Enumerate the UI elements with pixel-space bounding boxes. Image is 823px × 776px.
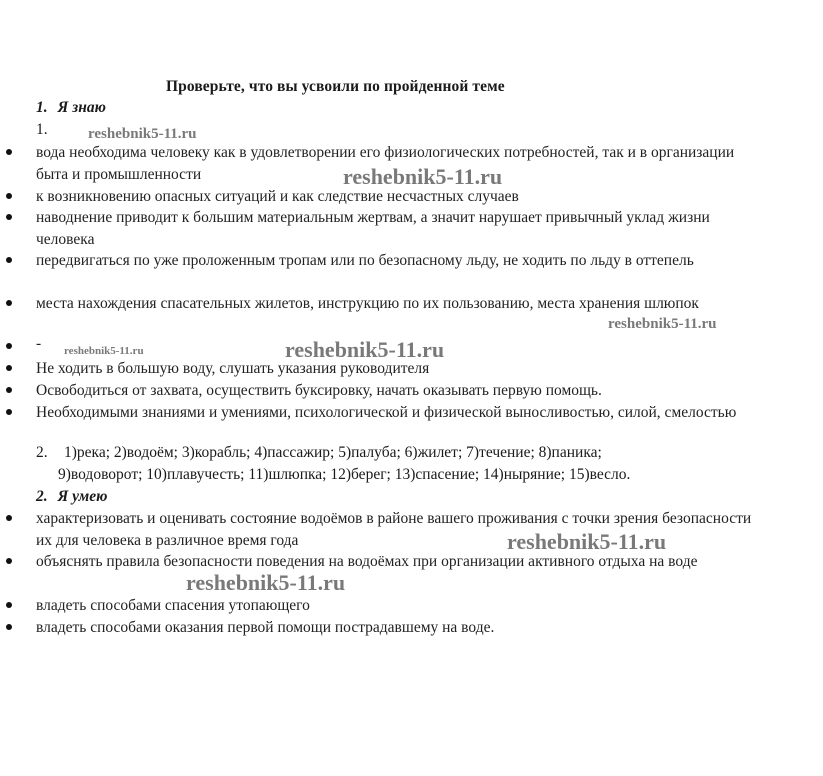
- bullet-icon: [6, 602, 12, 608]
- bullet-icon: [6, 257, 12, 263]
- list-item: наводнение приводит к большим материальным жертвам, а значит нарушает привычный уклад жизни человека: [36, 209, 710, 248]
- page-title: Проверьте, что вы усвоили по пройденной теме: [166, 78, 505, 95]
- list-item: Не ходить в большую воду, слушать указания руководителя: [36, 360, 430, 377]
- section-heading-can: [36, 488, 108, 506]
- watermark: reshebnik5-11.ru: [186, 570, 346, 595]
- bullet-icon: [6, 558, 12, 564]
- list-item: характеризовать и оценивать состояние водоёмов в районе вашего проживания с точки зрения безопасности их для человека в различное время года: [36, 510, 752, 549]
- watermark: reshebnik5-11.ru: [343, 164, 503, 189]
- subsection-number: 1.: [36, 121, 48, 138]
- bullet-icon: [6, 149, 12, 155]
- list-item: к возникновению опасных ситуаций и как следствие несчастных случаев: [36, 188, 519, 205]
- list-item: владеть способами спасения утопающего: [36, 597, 310, 614]
- list-item: места нахождения спасательных жилетов, инструкцию по их пользованию, места хранения шлюпок: [36, 295, 699, 312]
- section-heading-text: Я умею: [57, 488, 108, 505]
- bullet-icon: [6, 343, 12, 349]
- list-item: Необходимыми знаниями и умениями, психологической и физической выносливостью, силой, смелостью: [36, 404, 737, 421]
- list-item: вода необходима человеку как в удовлетворении его физиологических потребностей, так и в организации быта и промышленности: [36, 144, 735, 183]
- answers-line-1: 1)река; 2)водоём; 3)корабль; 4)пассажир; 5)палуба; 6)жилет; 7)течение; 8)паника;: [64, 444, 602, 461]
- list-item: владеть способами оказания первой помощи пострадавшему на воде.: [36, 619, 495, 636]
- list-item: Освободиться от захвата, осуществить буксировку, начать оказывать первую помощь.: [36, 382, 602, 399]
- section-heading-know: [36, 99, 106, 117]
- watermark: reshebnik5-11.ru: [64, 345, 144, 357]
- list-item: объяснять правила безопасности поведения на водоёмах при организации активного отдыха на воде: [36, 553, 698, 570]
- bullet-icon: [6, 365, 12, 371]
- list-item: -: [36, 335, 42, 352]
- bullet-icon: [6, 515, 12, 521]
- bullet-icon: [6, 193, 12, 199]
- section-number: 2.: [36, 488, 48, 505]
- bullet-icon: [6, 214, 12, 220]
- watermark: reshebnik5-11.ru: [88, 126, 197, 142]
- section-heading-text: Я знаю: [57, 99, 106, 116]
- bullet-icon: [6, 409, 12, 415]
- watermark: reshebnik5-11.ru: [507, 529, 667, 554]
- watermark: reshebnik5-11.ru: [608, 316, 717, 332]
- list-item: передвигаться по уже проложенным тропам или по безопасному льду, не ходить по льду в оттепель: [36, 252, 694, 269]
- bullet-icon: [6, 300, 12, 306]
- bullet-icon: [6, 387, 12, 393]
- answers-block: [36, 442, 756, 486]
- bullet-icon: [6, 624, 12, 630]
- answers-line-2: 9)водоворот; 10)плавучесть; 11)шлюпка; 12)берег; 13)спасение; 14)ныряние; 15)весло.: [58, 466, 631, 483]
- section-number: 1.: [36, 99, 48, 116]
- answers-number: 2.: [36, 444, 48, 461]
- watermark: reshebnik5-11.ru: [285, 337, 445, 362]
